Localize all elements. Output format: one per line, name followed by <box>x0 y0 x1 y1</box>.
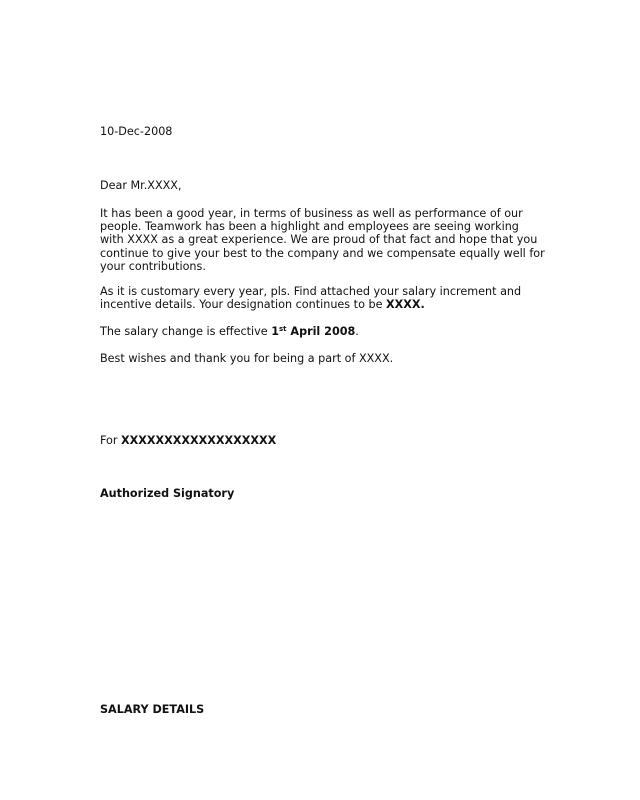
effective-date-period: . <box>355 325 359 338</box>
paragraph-effective-date <box>100 325 545 338</box>
paragraph-performance: It has been a good year, in terms of business as well as performance of our people. Teamwork has been a highlight and employees are seeing working with XXXX as a great experience. We are proud of that fact and hope that you continue to give your best to the company and we compensate equally well for your contributions. <box>100 207 545 273</box>
paragraph-salary-increment <box>100 285 545 311</box>
effective-day: 1 <box>271 325 279 338</box>
for-label: For <box>100 434 122 447</box>
paragraph-salary-increment-text: As it is customary every year, pls. Find attached your salary increment and incentive details. Your designation continues to be <box>100 285 522 312</box>
effective-month-year: April 2008 <box>286 325 356 338</box>
salary-details-label: SALARY DETAILS <box>100 703 205 716</box>
letter-date: 10-Dec-2008 <box>100 125 173 138</box>
effective-date-text: The salary change is effective <box>100 325 272 338</box>
company-name: XXXXXXXXXXXXXXXXXX <box>121 434 277 447</box>
authorized-signatory-label: Authorized Signatory <box>100 487 235 500</box>
for-company-line <box>100 434 545 447</box>
paragraph-best-wishes: Best wishes and thank you for being a part of XXXX. <box>100 352 394 365</box>
designation-value: XXXX. <box>386 298 425 312</box>
salutation: Dear Mr.XXXX, <box>100 179 182 192</box>
authorized-signatory <box>100 487 545 500</box>
ordinal-suffix: st <box>279 325 287 333</box>
effective-date-value <box>271 325 355 338</box>
salary-details-heading <box>100 703 545 716</box>
